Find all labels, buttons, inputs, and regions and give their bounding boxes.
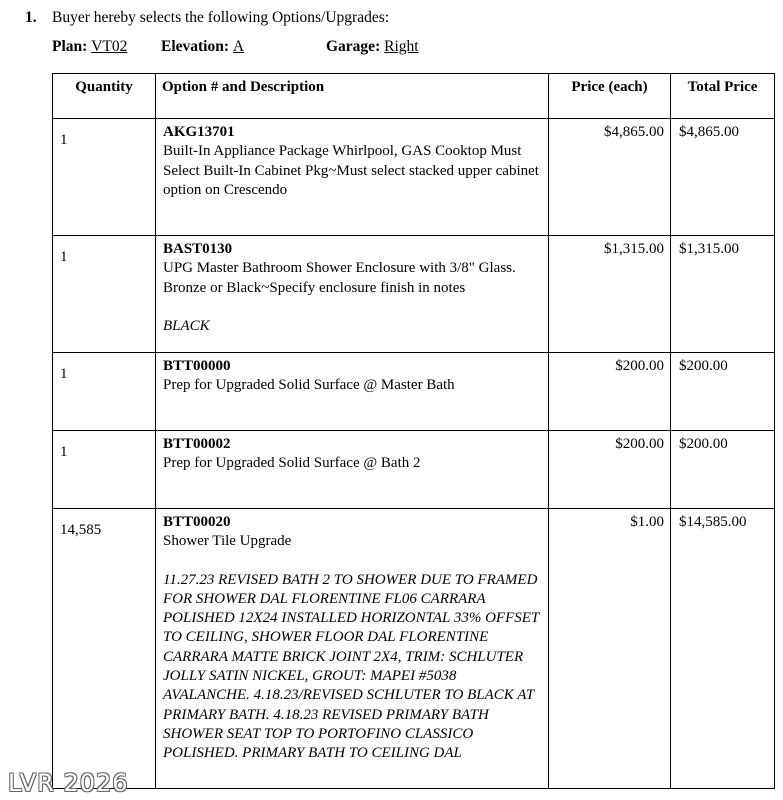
row-quantity: 1: [53, 119, 156, 236]
table-header-row: [53, 74, 775, 119]
header-price: Price (each): [549, 74, 671, 119]
option-code: AKG13701: [163, 124, 235, 140]
option-description: UPG Master Bathroom Shower Enclosure with 3/8" Glass. Bronze or Black~Specify enclosure finish in notes: [163, 260, 516, 296]
garage-field: [326, 38, 419, 56]
option-description: Built-In Appliance Package Whirlpool, GAS Cooktop Must Select Built-In Cabinet Pkg~Must select stacked upper cabinet option on Crescendo: [163, 143, 539, 198]
option-code: BTT00020: [163, 514, 231, 530]
options-table: [52, 73, 775, 789]
garage-label: Garage:: [326, 38, 381, 55]
row-price: $1.00: [549, 509, 671, 789]
option-code: BTT00000: [163, 358, 231, 374]
option-description: Prep for Upgraded Solid Surface @ Master Bath: [163, 377, 455, 394]
option-code: BAST0130: [163, 241, 233, 257]
option-description: Shower Tile Upgrade: [163, 533, 292, 550]
row-price: $200.00: [549, 353, 671, 431]
section-heading: [25, 9, 389, 27]
garage-value: Right: [384, 38, 419, 55]
table-row: [53, 431, 775, 509]
table-row: [53, 353, 775, 431]
row-total: $4,865.00: [671, 119, 775, 236]
section-heading-text: Buyer hereby selects the following Options/Upgrades:: [52, 9, 390, 26]
elevation-label: Elevation:: [161, 38, 230, 55]
row-description-cell: [156, 236, 549, 353]
plan-label: Plan:: [52, 38, 88, 55]
option-code: BTT00002: [163, 436, 231, 452]
row-total: $200.00: [671, 353, 775, 431]
elevation-field: [161, 38, 244, 56]
table-row: [53, 509, 775, 789]
row-description-cell: [156, 353, 549, 431]
row-quantity: 14,585: [53, 509, 156, 789]
header-total: Total Price: [671, 74, 775, 119]
plan-field: [52, 38, 127, 56]
row-total: $200.00: [671, 431, 775, 509]
elevation-value: A: [232, 38, 245, 55]
row-price: $200.00: [549, 431, 671, 509]
row-total: $14,585.00: [671, 509, 775, 789]
row-price: $1,315.00: [549, 236, 671, 353]
watermark: LVR 2026: [8, 769, 129, 797]
header-quantity: Quantity: [53, 74, 156, 119]
row-quantity: 1: [53, 431, 156, 509]
row-quantity: 1: [53, 236, 156, 353]
section-number: 1.: [25, 9, 37, 26]
row-description-cell: [156, 119, 549, 236]
plan-value: VT02: [91, 38, 128, 55]
option-note: BLACK: [163, 317, 210, 334]
row-total: $1,315.00: [671, 236, 775, 353]
table-row: [53, 236, 775, 353]
row-description-cell: [156, 431, 549, 509]
option-note: 11.27.23 REVISED BATH 2 TO SHOWER DUE TO FRAMED FOR SHOWER DAL FLORENTINE FL06 CARRARA POLISHED 12X24 INSTALLED HORIZONTAL 33% OFFSET TO CEILING, SHOWER FLOOR DAL FLORENTINE CARRARA MATTE BRICK JOINT 2X4, TRIM: SCHLUTER JOLLY SATIN NICKEL, GROUT: MAPEI #5038 AVALANCHE. 4.18.23/REVISED SCHLUTER TO BLACK AT PRIMARY BATH. 4.18.23 REVISED PRIMARY BATH SHOWER SEAT TOP TO PORTOFINO CLASSICO POLISHED. PRIMARY BATH TO CEILING DAL: [163, 571, 539, 762]
table-row: [53, 119, 775, 236]
row-description-cell: [156, 509, 549, 789]
option-description: Prep for Upgraded Solid Surface @ Bath 2: [163, 455, 421, 472]
row-quantity: 1: [53, 353, 156, 431]
header-description: Option # and Description: [156, 74, 549, 119]
row-price: $4,865.00: [549, 119, 671, 236]
